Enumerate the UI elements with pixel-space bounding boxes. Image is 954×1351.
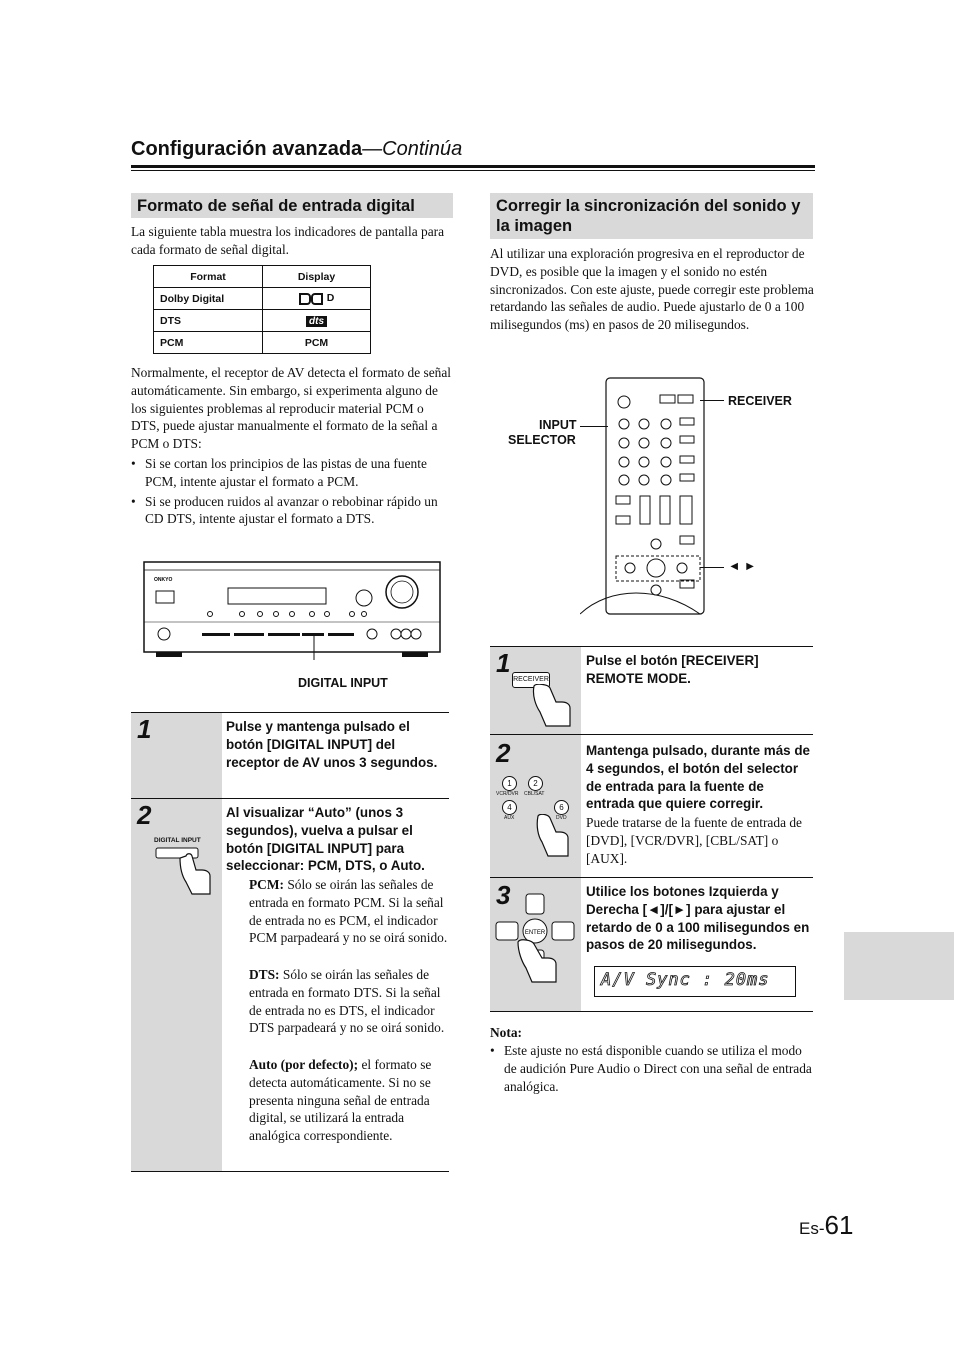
- option-text: el formato se detecta automáticamente. Si no se presenta ninguna señal de entrada digital, se utilizará la entrada analógica correspondiente.: [249, 1057, 432, 1144]
- step-number: 2: [496, 738, 511, 768]
- button-4-icon: 4: [502, 800, 517, 815]
- page-header-title: [131, 138, 462, 161]
- digital-input-callout: DIGITAL INPUT: [298, 676, 388, 690]
- section-title-av-sync: Corregir la sincronización del sonido y la imagen: [490, 193, 813, 239]
- step-2-title: Al visualizar “Auto” (unos 3 segundos), vuelva a pulsar el botón [DIGITAL INPUT] para seleccionar: PCM, DTS, o Auto.: [226, 805, 425, 874]
- step-number: 1: [137, 714, 152, 744]
- dolby-display-icon: D: [263, 288, 371, 310]
- explanation-paragraph: Normalmente, el receptor de AV detecta el formato de señal automáticamente. Sin embargo, si experimenta alguno de los siguientes problemas al reproducir material PCM o DTS, puede ajustar manualmente el formato de la señal a PCM o DTS:: [131, 365, 452, 452]
- table-header-format: Format: [154, 266, 263, 288]
- step-rule: [490, 877, 813, 878]
- table-row: [154, 310, 371, 332]
- option-auto: [249, 1056, 449, 1145]
- table-cell-display: PCM: [263, 332, 371, 354]
- format-table: [153, 265, 371, 354]
- finger-press-icon: [530, 814, 570, 860]
- table-row: [154, 288, 371, 310]
- step-rule: [490, 646, 813, 647]
- steps-gray-column: [131, 712, 222, 1171]
- step-3-title: Utilice los botones Izquierda y Derecha [◄]/[►] para ajustar el retardo de 0 a 100 milisegundos en pasos de 20 milisegundos.: [586, 884, 810, 953]
- av-receiver-front-panel: [142, 560, 442, 660]
- list-item: • Si se cortan los principios de las pistas de una fuente PCM, intente ajustar el formato a PCM.: [131, 455, 453, 491]
- page-number-value: 61: [824, 1210, 854, 1240]
- remote-control-illustration: [580, 376, 710, 616]
- step-rule: [131, 1171, 449, 1172]
- callout-line: [580, 426, 608, 427]
- av-sync-display: [594, 966, 796, 997]
- header-rule: [131, 165, 815, 168]
- section-side-tab: [844, 932, 954, 1000]
- page-prefix: Es-: [799, 1219, 825, 1238]
- note: [490, 1042, 815, 1095]
- list-item: • Este ajuste no está disponible cuando se utiliza el modo de audición Pure Audio o Direct con una señal de entrada analógica.: [490, 1042, 815, 1095]
- step-1-text: Pulse el botón [RECEIVER] REMOTE MODE.: [586, 653, 759, 686]
- input-selector-callout-1: INPUT: [539, 418, 577, 432]
- callout-line: [700, 567, 724, 568]
- step-number: 1: [496, 648, 511, 678]
- step-2-text: Puede tratarse de la fuente de entrada de [DVD], [VCR/DVR], [CBL/SAT] o [AUX].: [586, 815, 802, 866]
- enter-label: ENTER: [524, 930, 546, 936]
- option-pcm: [249, 876, 449, 947]
- button-label: AUX: [504, 815, 515, 821]
- button-2-icon: 2: [528, 776, 543, 791]
- step-number: 2: [137, 800, 152, 830]
- dts-display-icon: dts: [306, 316, 327, 327]
- brand-logo: ONKYO: [154, 577, 173, 583]
- note-title: Nota:: [490, 1025, 522, 1040]
- digital-input-icon-label: DIGITAL INPUT: [154, 837, 201, 844]
- section-title-digital-format: Formato de señal de entrada digital: [131, 193, 453, 218]
- step-rule: [131, 712, 449, 713]
- step-2-title: Mantenga pulsado, durante más de 4 segundos, el botón del selector de entrada para la fuente de entrada que quiere corregir.: [586, 743, 810, 812]
- arrows-callout: ◄ ►: [728, 559, 757, 573]
- receiver-callout: RECEIVER: [728, 394, 792, 408]
- option-term: Auto (por defecto);: [249, 1057, 359, 1072]
- finger-press-icon: [526, 684, 576, 730]
- step-number: 3: [496, 880, 511, 910]
- callout-line: [700, 400, 724, 401]
- step-rule: [131, 798, 449, 799]
- intro-text: La siguiente tabla muestra los indicadores de pantalla para cada formato de señal digital.: [131, 224, 445, 257]
- step-rule: [490, 734, 813, 735]
- option-term: DTS:: [249, 967, 280, 982]
- av-sync-intro: Al utilizar una exploración progresiva en el reproductor de DVD, es posible que la imagen y el sonido no estén sincronizados. Con este ajuste, puede corregir este problema retardando las señales de audio. Puede ajustarlo de 0 a 100 milisegundos (ms) en pasos de 20 milisegundos.: [490, 246, 814, 333]
- table-cell-format: DTS: [154, 310, 263, 332]
- button-1-icon: 1: [502, 776, 517, 791]
- step-rule: [490, 1011, 813, 1012]
- header-rule-thin: [131, 170, 815, 171]
- list-item: • Si se producen ruidos al avanzar o rebobinar rápido un CD DTS, intente ajustar el formato a DTS.: [131, 493, 453, 529]
- av-sync-display-text: A/V Sync : 20ms: [601, 970, 770, 990]
- table-header-display: Display: [263, 266, 371, 288]
- receiver-button-icon: RECEIVER: [512, 672, 550, 688]
- input-selector-buttons: [496, 774, 576, 864]
- table-cell-format: Dolby Digital: [154, 288, 263, 310]
- button-label: VCR/DVR: [496, 791, 519, 797]
- button-label: DVD: [556, 815, 567, 821]
- header-continues: —Continúa: [362, 138, 463, 160]
- button-6-icon: 6: [554, 800, 569, 815]
- step-1-text: Pulse y mantenga pulsado el botón [DIGITAL INPUT] del receptor de AV unos 3 segundos.: [226, 719, 438, 770]
- header-title: Configuración avanzada: [131, 138, 363, 160]
- table-row: [154, 332, 371, 354]
- input-selector-callout-2: SELECTOR: [508, 433, 576, 447]
- option-text: Sólo se oirán las señales de entrada en formato PCM. Si la señal de entrada no es PCM, el indicador PCM parpadeará y no se oirá sonido.: [249, 877, 448, 946]
- table-cell-format: PCM: [154, 332, 263, 354]
- page-number: [799, 1210, 853, 1241]
- option-text: Sólo se oirán las señales de entrada en formato DTS. Si la señal de entrada no es DTS, el indicador DTS parpadeará y no se oirá sonido.: [249, 967, 445, 1036]
- bullet-list: [131, 455, 453, 528]
- option-term: PCM:: [249, 877, 284, 892]
- option-dts: [249, 966, 449, 1037]
- button-label: CBL/SAT: [524, 791, 545, 797]
- digital-input-press-icon: [152, 846, 216, 898]
- arrow-keys-icon: [494, 892, 578, 986]
